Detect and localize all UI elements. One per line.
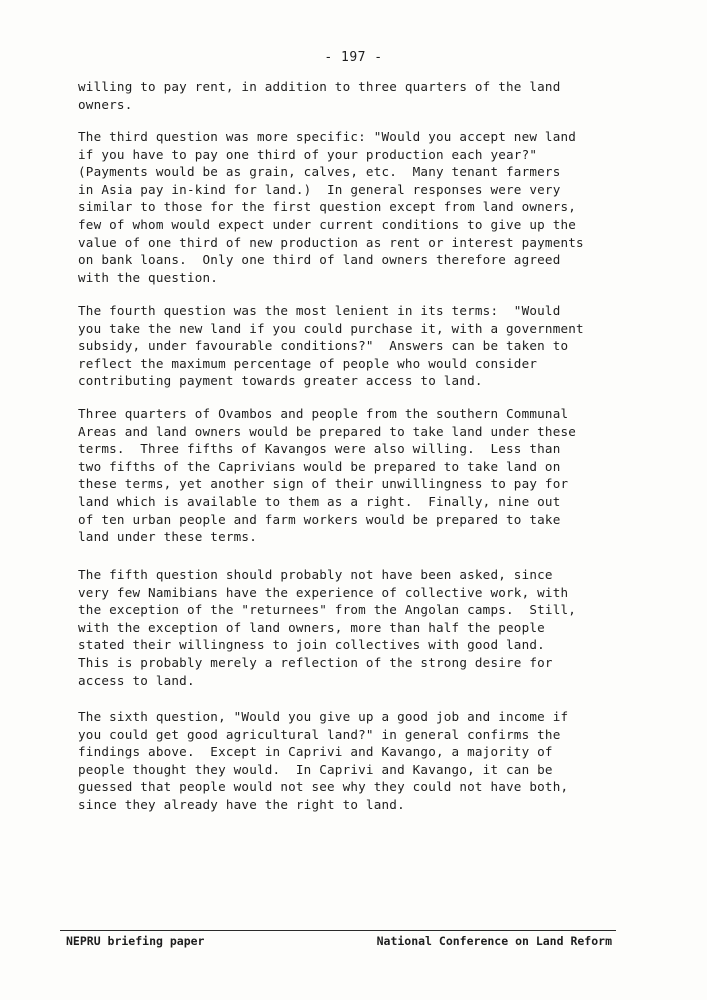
paragraph-6: The sixth question, "Would you give up a good job and income if you could get good agricultural land?" in general confirms the findings above. Except in Caprivi and Kavango, a majority of people thought they would. In Caprivi and Kavango, it can be guessed that people would not see why they could not have both, since they already have the right to land.: [78, 709, 569, 812]
paragraph-3: The fourth question was the most lenient in its terms: "Would you take the new land if you could purchase it, with a government subsidy, under favourable conditions?" Answers can be taken to reflect the maximum percentage of people who would consider contributing payment towards greater access to land.: [78, 303, 584, 389]
paragraph-2: The third question was more specific: "Would you accept new land if you have to pay one third of your production each year?" (Payments would be as grain, calves, etc. Many tenant farmers in Asia pay in-kind for land.) In general responses were very similar to those for the first question except from land owners, few of whom would expect under current conditions to give up the value of one third of new production as rent or interest payments on bank loans. Only one third of land owners therefore agreed with the question.: [78, 129, 584, 285]
footer-publication: NEPRU briefing paper: [66, 934, 205, 948]
footer-conference: National Conference on Land Reform: [376, 934, 612, 948]
footer-divider: [60, 930, 616, 931]
paragraph-1: willing to pay rent, in addition to three quarters of the land owners.: [78, 79, 561, 112]
paragraph-5: The fifth question should probably not have been asked, since very few Namibians have the experience of collective work, with the exception of the "returnees" from the Angolan camps. Still, with the exception of land owners, more than half the people stated their willingness to join collectives with good land. This is probably merely a reflection of the strong desire for access to land.: [78, 567, 577, 688]
paragraph-4: Three quarters of Ovambos and people from the southern Communal Areas and land owners would be prepared to take land under these terms. Three fifths of Kavangos were also willing. Less than two fifths of the Caprivians would be prepared to take land on these terms, yet another sign of their unwillingness to pay for land which is available to them as a right. Finally, nine out of ten urban people and farm workers would be prepared to take land under these terms.: [78, 406, 577, 545]
page-number: - 197 -: [324, 50, 383, 65]
